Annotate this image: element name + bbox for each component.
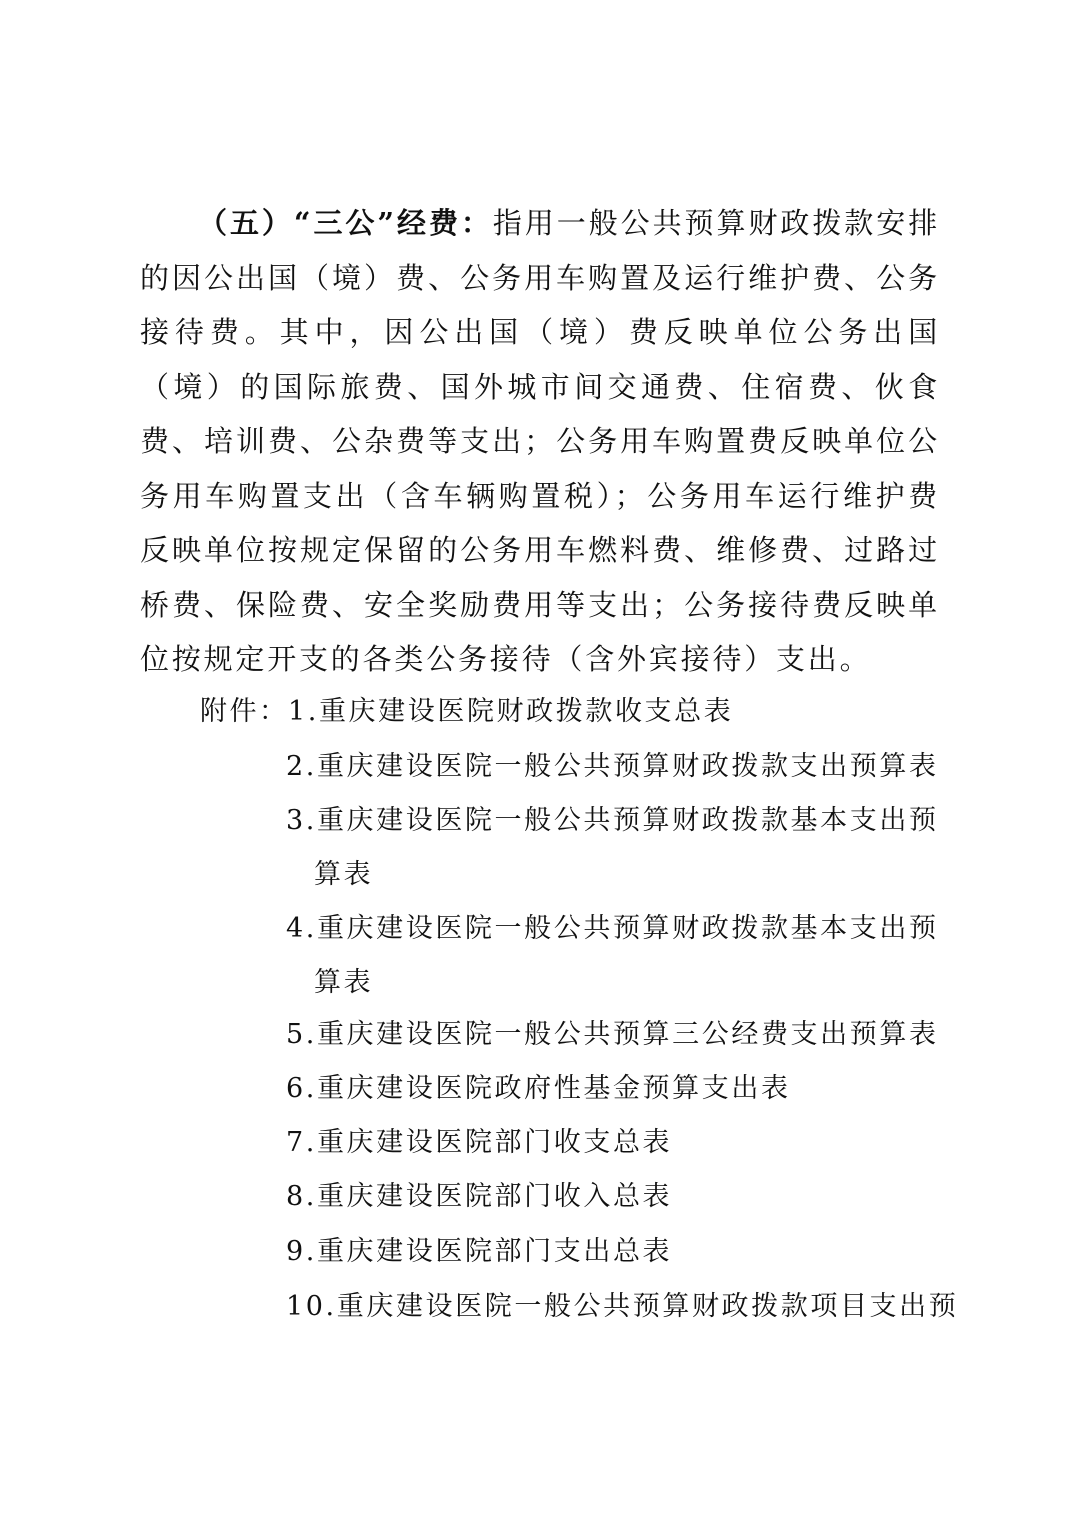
- attachment-title: 7.重庆建设医院部门收支总表: [286, 1127, 673, 1158]
- attachment-title: 9.重庆建设医院部门支出总表: [286, 1236, 673, 1267]
- attachment-item-2: [286, 740, 939, 794]
- attachment-item-5: [286, 1008, 939, 1062]
- section-heading: （五）“三公”经费：: [198, 206, 493, 240]
- three-public-expenses-paragraph: [140, 196, 940, 687]
- attachment-title: 2.重庆建设医院一般公共预算财政拨款支出预算表: [286, 751, 939, 782]
- attachment-item-8: [286, 1170, 672, 1224]
- attachment-item-3: [286, 794, 939, 902]
- attachments-label: 附件：: [200, 696, 289, 727]
- attachment-title: 4.重庆建设医院一般公共预算财政拨款基本支出预: [286, 913, 939, 944]
- attachment-item-6: [286, 1062, 791, 1116]
- attachment-item-1: [288, 685, 733, 739]
- attachment-title: 10.重庆建设医院一般公共预算财政拨款项目支出预: [286, 1291, 959, 1322]
- attachment-title-continued: 算表: [314, 859, 374, 890]
- attachment-title: 8.重庆建设医院部门收入总表: [286, 1181, 673, 1212]
- attachment-title: 6.重庆建设医院政府性基金预算支出表: [286, 1073, 791, 1104]
- attachment-title: 3.重庆建设医院一般公共预算财政拨款基本支出预: [286, 805, 939, 836]
- attachment-title-continued: 算表: [314, 967, 374, 998]
- attachment-item-4: [286, 902, 939, 1010]
- attachment-title: 1.重庆建设医院财政拨款收支总表: [288, 696, 734, 727]
- attachment-item-9: [286, 1225, 672, 1279]
- attachment-title: 5.重庆建设医院一般公共预算三公经费支出预算表: [286, 1019, 939, 1050]
- section-body: 指用一般公共预算财政拨款安排的因公出国（境）费、公务用车购置及运行维护费、公务接待费。其中，因公出国（境）费反映单位公务出国（境）的国际旅费、国外城市间交通费、住宿费、伙食费、培训费、公杂费等支出；公务用车购置费反映单位公务用车购置支出（含车辆购置税）；公务用车运行维护费反映单位按规定保留的公务用车燃料费、维修费、过路过桥费、保险费、安全奖励费用等支出；公务接待费反映单位按规定开支的各类公务接待（含外宾接待）支出。: [140, 206, 940, 676]
- attachment-item-10: [286, 1280, 958, 1334]
- attachment-item-7: [286, 1116, 672, 1170]
